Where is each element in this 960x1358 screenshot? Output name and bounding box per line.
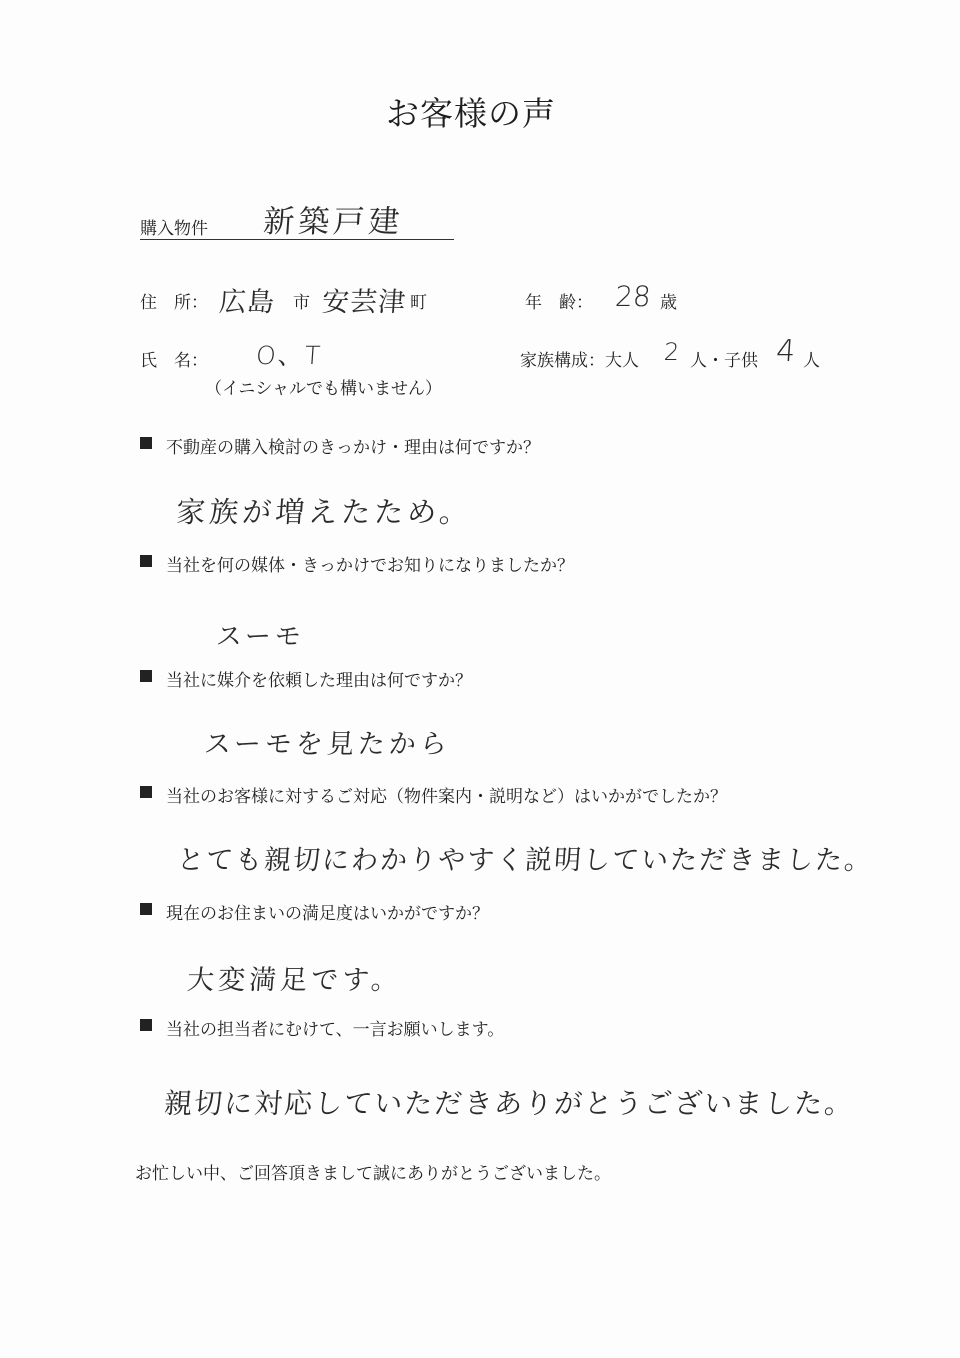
- property-label: 購入物件: [140, 219, 208, 239]
- closing-message: お忙しい中、ご回答頂きまして誠にありがとうございました。: [135, 1164, 611, 1184]
- question-6: 当社の担当者にむけて、一言お願いします。: [166, 1020, 505, 1040]
- address-label: 住 所：: [140, 293, 208, 313]
- question-bullet: [140, 670, 152, 682]
- question-1: 不動産の購入検討のきっかけ・理由は何ですか？: [166, 438, 540, 458]
- question-bullet: [140, 1019, 152, 1031]
- question-4: 当社のお客様に対するご対応（物件案内・説明など）はいかがでしたか？: [166, 787, 727, 807]
- answer-5: 大変満足です。: [186, 965, 404, 996]
- family-children: 4: [775, 334, 797, 369]
- answer-1: 家族が増えたため。: [175, 495, 474, 529]
- question-bullet: [140, 555, 152, 567]
- page-title: お客様の声: [386, 94, 556, 133]
- question-bullet: [140, 437, 152, 449]
- name-note: （イニシャルでも構いません）: [205, 379, 442, 399]
- age-value: 28: [614, 280, 652, 313]
- property-underline: [140, 239, 454, 240]
- question-bullet: [140, 786, 152, 798]
- family-label: 家族構成：大人: [520, 351, 639, 371]
- age-label: 年 齢：: [525, 293, 593, 313]
- address-prefecture: 広島: [218, 287, 277, 318]
- answer-4: とても親切にわかりやすく説明していただきました。: [176, 845, 875, 876]
- question-5: 現在のお住まいの満足度はいかがですか？: [166, 904, 489, 924]
- family-children-suffix: 人: [803, 351, 820, 371]
- question-3: 当社に媒介を依頼した理由は何ですか？: [166, 671, 472, 691]
- address-town: 安芸津: [321, 287, 408, 318]
- question-bullet: [140, 903, 152, 915]
- property-value: 新築戸建: [262, 204, 405, 240]
- question-2: 当社を何の媒体・きっかけでお知りになりましたか？: [166, 556, 574, 576]
- address-town-suffix: 町: [410, 293, 427, 313]
- name-value: O、T: [255, 341, 324, 370]
- age-suffix: 歳: [660, 293, 677, 313]
- answer-6: 親切に対応していただきありがとうございました。: [163, 1087, 856, 1120]
- family-adults: 2: [663, 338, 681, 366]
- answer-2: スーモ: [215, 622, 306, 652]
- name-label: 氏 名：: [140, 351, 208, 371]
- family-adults-suffix: 人・子供: [690, 351, 758, 371]
- address-city-suffix: 市: [293, 293, 310, 313]
- answer-3: スーモを見たから: [203, 729, 452, 760]
